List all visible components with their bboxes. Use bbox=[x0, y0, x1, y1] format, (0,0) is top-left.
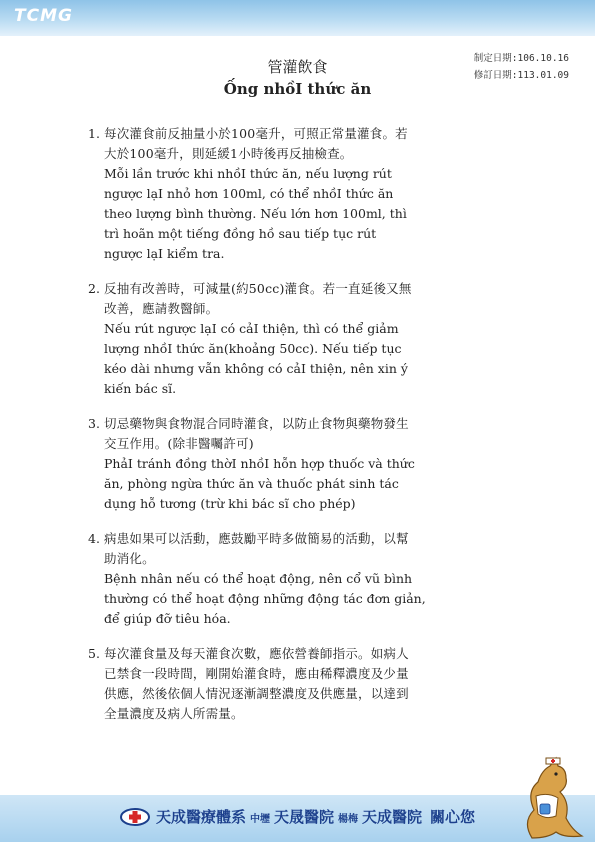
vietnamese-text-line: ngược lạI nhỏ hơn 100ml, có thể nhồI thức ăn bbox=[104, 186, 394, 201]
vietnamese-text-line: kéo dài nhưng vẫn không có cảI thiện, nên xin ý bbox=[104, 361, 408, 376]
vietnamese-text-line: ngược lạI kiểm tra. bbox=[104, 246, 225, 261]
chinese-text-line: 切忌藥物與食物混合同時灌食，以防止食物與藥物發生 bbox=[104, 416, 409, 431]
footer-slogan: 關心您 bbox=[430, 808, 476, 826]
vietnamese-text-line: Nếu rút ngược lạI có cảI thiện, thì có thể giảm bbox=[104, 321, 399, 336]
vietnamese-text-line: để giúp đỡ tiêu hóa. bbox=[104, 611, 231, 626]
title-chinese: 管灌飲食 bbox=[267, 58, 328, 76]
instruction-item bbox=[88, 529, 508, 629]
vietnamese-text-line: Bệnh nhân nếu có thể hoạt động, nên cổ vũ bình bbox=[104, 571, 413, 586]
header-band bbox=[0, 0, 595, 36]
vietnamese-text-line: ăn, phòng ngừa thức ăn và thuốc phát sinh tác bbox=[104, 476, 399, 491]
vietnamese-text-line: dụng hỗ tương (trừ khi bác sĩ cho phép) bbox=[104, 496, 356, 511]
instruction-list bbox=[88, 124, 508, 739]
chinese-text-line: 反抽有改善時，可減量(約50cc)灌食。若一直延後又無 bbox=[104, 281, 412, 296]
item-number: 3. bbox=[88, 416, 100, 431]
hospital-cross-logo-icon bbox=[120, 808, 150, 826]
chinese-text-line: 病患如果可以活動，應鼓勵平時多做簡易的活動，以幫 bbox=[104, 531, 409, 546]
instruction-item bbox=[88, 414, 508, 514]
vietnamese-text-line: kiến bác sĩ. bbox=[104, 381, 177, 396]
revised-date: 修訂日期:113.01.09 bbox=[473, 70, 569, 81]
chinese-text-line: 已禁食一段時間，剛開始灌食時，應由稀釋濃度及少量 bbox=[104, 666, 409, 681]
kangaroo-nurse-mascot-icon bbox=[512, 752, 584, 840]
vietnamese-text-line: theo lượng bình thường. Nếu lớn hơn 100ml, thì bbox=[104, 206, 407, 221]
vietnamese-text-line: lượng nhồI thức ăn(khoảng 50cc). Nếu tiếp tục bbox=[104, 341, 402, 356]
vietnamese-text-line: PhảI tránh đồng thờI nhồI hỗn hợp thuốc và thức bbox=[104, 456, 415, 471]
chinese-text-line: 全量濃度及病人所需量。 bbox=[104, 706, 244, 721]
chinese-text-line: 助消化。 bbox=[104, 551, 155, 566]
chinese-text-line: 每次灌食量及每天灌食次數，應依營養師指示。如病人 bbox=[104, 646, 409, 661]
item-number: 2. bbox=[88, 281, 100, 296]
item-number: 5. bbox=[88, 646, 100, 661]
vietnamese-text-line: Mỗi lần trước khi nhồI thức ăn, nếu lượng rút bbox=[104, 166, 392, 181]
item-number: 1. bbox=[88, 126, 100, 141]
footer-hospital-2: 天成醫院 bbox=[362, 808, 423, 826]
instruction-item bbox=[88, 124, 508, 264]
instruction-item bbox=[88, 279, 508, 399]
tcmg-logo: TCMG bbox=[14, 6, 73, 26]
footer-branding bbox=[0, 806, 595, 827]
footer-system-name: 天成醫療體系 bbox=[155, 808, 246, 826]
chinese-text-line: 改善，應請教醫師。 bbox=[104, 301, 219, 316]
chinese-text-line: 供應，然後依個人情況逐漸調整濃度及供應量，以達到 bbox=[104, 686, 409, 701]
instruction-item bbox=[88, 644, 508, 724]
item-number: 4. bbox=[88, 531, 100, 546]
footer-location-1: 中壢 bbox=[249, 814, 270, 825]
footer-hospital-1: 天晟醫院 bbox=[273, 808, 334, 826]
chinese-text-line: 交互作用。(除非醫囑許可) bbox=[104, 436, 254, 451]
established-date: 制定日期:106.10.16 bbox=[473, 53, 569, 64]
chinese-text-line: 每次灌食前反抽量小於100毫升，可照正常量灌食。若 bbox=[104, 126, 408, 141]
vietnamese-text-line: trì hoãn một tiếng đồng hồ sau tiếp tục rút bbox=[104, 226, 377, 241]
title-vietnamese: Ống nhồI thức ăn bbox=[223, 80, 372, 98]
footer-location-2: 楊梅 bbox=[338, 814, 358, 825]
vietnamese-text-line: thường có thể hoạt động những động tác đơn giản, bbox=[104, 591, 426, 606]
chinese-text-line: 大於100毫升，則延緩1小時後再反抽檢查。 bbox=[104, 146, 353, 161]
